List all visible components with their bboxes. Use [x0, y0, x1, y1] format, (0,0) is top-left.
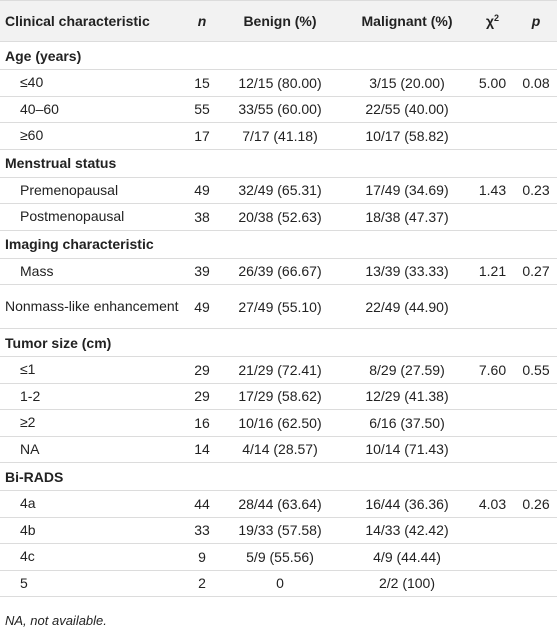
section-row: [0, 329, 557, 357]
row-label: 5: [0, 570, 188, 597]
cell-p: [515, 123, 557, 150]
cell-n: 14: [188, 436, 216, 463]
table-row: [0, 177, 557, 204]
row-label: Nonmass-like enhancement: [0, 285, 188, 329]
cell-n: 33: [188, 517, 216, 544]
cell-chi-square: 1.43: [470, 177, 515, 204]
header-chi-square: [470, 1, 515, 42]
header-row: [0, 1, 557, 42]
table-footnote: NA, not available.: [5, 613, 107, 628]
cell-malignant: 18/38 (47.37): [344, 204, 470, 231]
cell-n: 15: [188, 70, 216, 97]
section-title: Menstrual status: [0, 149, 557, 177]
cell-chi-square: [470, 544, 515, 571]
cell-n: 2: [188, 570, 216, 597]
table-body: [0, 42, 557, 597]
cell-chi-square: 1.21: [470, 258, 515, 285]
section-row: [0, 230, 557, 258]
cell-p: 0.08: [515, 70, 557, 97]
row-label: ≥2: [0, 410, 188, 437]
header-n: n: [188, 1, 216, 42]
cell-p: [515, 410, 557, 437]
cell-benign: 12/15 (80.00): [216, 70, 344, 97]
row-label: 4b: [0, 517, 188, 544]
cell-n: 17: [188, 123, 216, 150]
cell-p: [515, 436, 557, 463]
cell-n: 9: [188, 544, 216, 571]
table-row: [0, 410, 557, 437]
cell-chi-square: [470, 96, 515, 123]
section-title: Age (years): [0, 42, 557, 70]
cell-benign: 32/49 (65.31): [216, 177, 344, 204]
cell-n: 55: [188, 96, 216, 123]
cell-chi-square: [470, 123, 515, 150]
cell-benign: 33/55 (60.00): [216, 96, 344, 123]
cell-p: [515, 96, 557, 123]
cell-benign: 10/16 (62.50): [216, 410, 344, 437]
cell-chi-square: 5.00: [470, 70, 515, 97]
header-malignant: Malignant (%): [344, 1, 470, 42]
row-label: 40–60: [0, 96, 188, 123]
cell-p: 0.27: [515, 258, 557, 285]
row-label: Postmenopausal: [0, 204, 188, 231]
cell-chi-square: [470, 383, 515, 410]
cell-benign: 4/14 (28.57): [216, 436, 344, 463]
section-row: [0, 149, 557, 177]
cell-malignant: 2/2 (100): [344, 570, 470, 597]
cell-n: 29: [188, 383, 216, 410]
header-benign: Benign (%): [216, 1, 344, 42]
cell-p: [515, 285, 557, 329]
header-chi-symbol: χ: [485, 13, 495, 29]
cell-benign: 19/33 (57.58): [216, 517, 344, 544]
table-row: [0, 123, 557, 150]
table-row: [0, 285, 557, 329]
table-row: [0, 570, 557, 597]
section-title: Bi-RADS: [0, 463, 557, 491]
table-row: [0, 544, 557, 571]
cell-p: [515, 544, 557, 571]
cell-malignant: 10/14 (71.43): [344, 436, 470, 463]
cell-chi-square: [470, 517, 515, 544]
cell-benign: 0: [216, 570, 344, 597]
cell-chi-square: 7.60: [470, 357, 515, 384]
cell-p: [515, 570, 557, 597]
cell-benign: 21/29 (72.41): [216, 357, 344, 384]
table-row: [0, 204, 557, 231]
cell-malignant: 16/44 (36.36): [344, 491, 470, 518]
cell-benign: 17/29 (58.62): [216, 383, 344, 410]
header-characteristic: Clinical characteristic: [0, 1, 188, 42]
cell-p: 0.23: [515, 177, 557, 204]
header-chi-superscript: 2: [494, 13, 500, 23]
cell-benign: 20/38 (52.63): [216, 204, 344, 231]
row-label: ≤1: [0, 357, 188, 384]
table-row: [0, 96, 557, 123]
cell-n: 29: [188, 357, 216, 384]
cell-malignant: 3/15 (20.00): [344, 70, 470, 97]
cell-n: 38: [188, 204, 216, 231]
table-row: [0, 517, 557, 544]
table-row: [0, 436, 557, 463]
cell-p: [515, 383, 557, 410]
cell-benign: 27/49 (55.10): [216, 285, 344, 329]
row-label: 1-2: [0, 383, 188, 410]
cell-chi-square: [470, 570, 515, 597]
row-label: NA: [0, 436, 188, 463]
cell-n: 49: [188, 285, 216, 329]
cell-chi-square: [470, 204, 515, 231]
table-header: [0, 1, 557, 42]
table-row: [0, 70, 557, 97]
cell-malignant: 8/29 (27.59): [344, 357, 470, 384]
row-label: 4a: [0, 491, 188, 518]
row-label: 4c: [0, 544, 188, 571]
cell-chi-square: [470, 410, 515, 437]
table-row: [0, 383, 557, 410]
row-label: ≥60: [0, 123, 188, 150]
header-p: p: [515, 1, 557, 42]
cell-p: 0.55: [515, 357, 557, 384]
table-row: [0, 491, 557, 518]
cell-n: 16: [188, 410, 216, 437]
cell-malignant: 22/49 (44.90): [344, 285, 470, 329]
cell-p: [515, 204, 557, 231]
cell-n: 44: [188, 491, 216, 518]
cell-chi-square: [470, 436, 515, 463]
cell-benign: 28/44 (63.64): [216, 491, 344, 518]
cell-malignant: 22/55 (40.00): [344, 96, 470, 123]
section-row: [0, 42, 557, 70]
cell-n: 39: [188, 258, 216, 285]
row-label: Mass: [0, 258, 188, 285]
row-label: ≤40: [0, 70, 188, 97]
section-row: [0, 463, 557, 491]
cell-malignant: 17/49 (34.69): [344, 177, 470, 204]
cell-p: [515, 517, 557, 544]
cell-p: 0.26: [515, 491, 557, 518]
cell-malignant: 6/16 (37.50): [344, 410, 470, 437]
cell-benign: 7/17 (41.18): [216, 123, 344, 150]
section-title: Imaging characteristic: [0, 230, 557, 258]
cell-benign: 26/39 (66.67): [216, 258, 344, 285]
table-row: [0, 357, 557, 384]
cell-chi-square: [470, 285, 515, 329]
cell-chi-square: 4.03: [470, 491, 515, 518]
cell-malignant: 4/9 (44.44): [344, 544, 470, 571]
cell-malignant: 13/39 (33.33): [344, 258, 470, 285]
section-title: Tumor size (cm): [0, 329, 557, 357]
cell-benign: 5/9 (55.56): [216, 544, 344, 571]
cell-n: 49: [188, 177, 216, 204]
table-row: [0, 258, 557, 285]
row-label: Premenopausal: [0, 177, 188, 204]
cell-malignant: 10/17 (58.82): [344, 123, 470, 150]
cell-malignant: 12/29 (41.38): [344, 383, 470, 410]
cell-malignant: 14/33 (42.42): [344, 517, 470, 544]
